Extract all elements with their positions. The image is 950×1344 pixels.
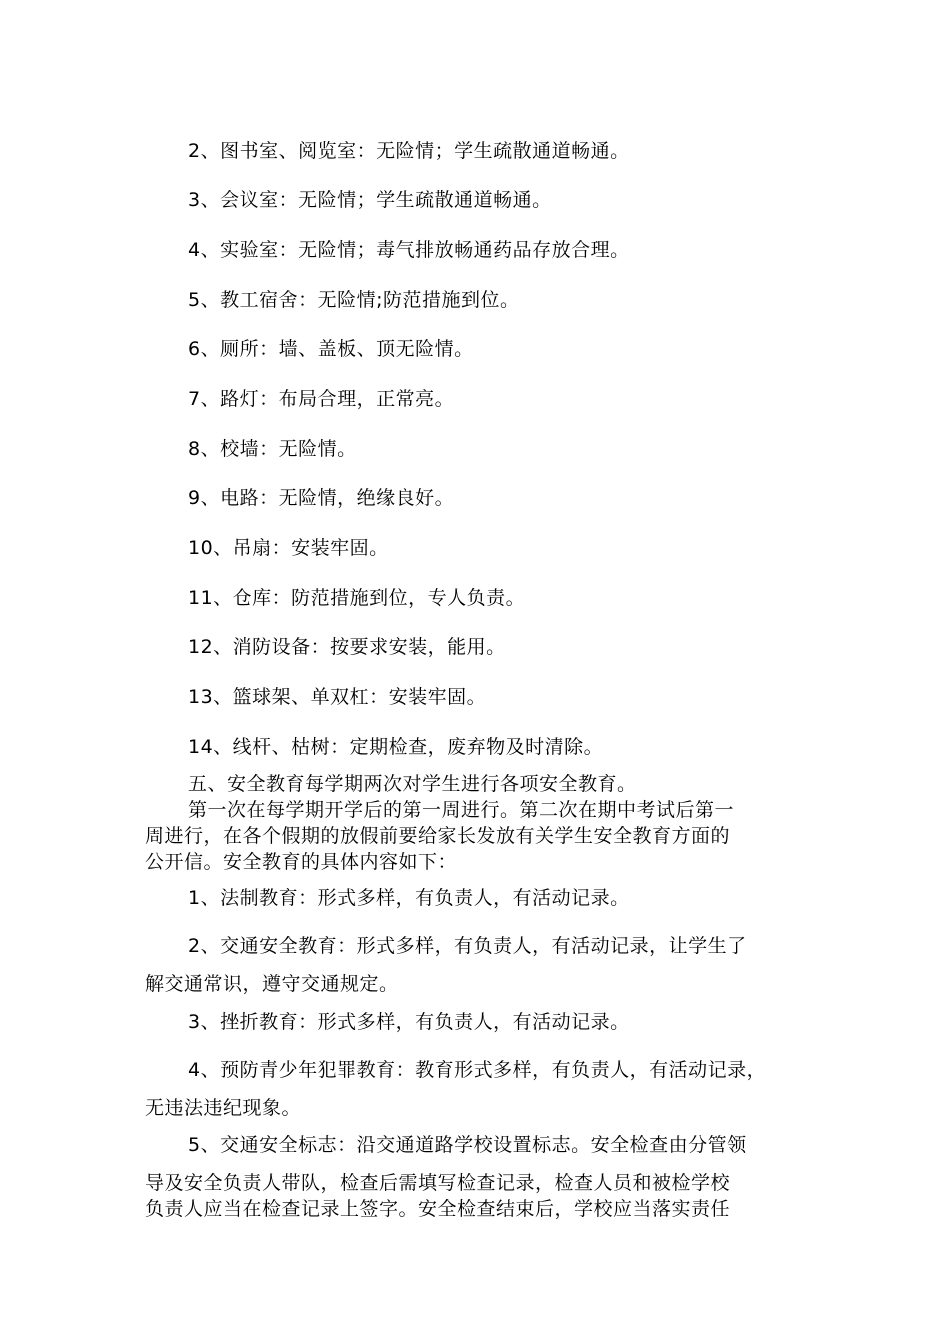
education-item-traffic-signs-line: 导及安全负责人带队，检查后需填写检查记录，检查人员和被检学校 (145, 1172, 731, 1194)
section5-heading: 五、安全教育每学期两次对学生进行各项安全教育。 (188, 773, 637, 795)
inspection-item-dormitory: 5、教工宿舍：无险情;防范措施到位。 (188, 289, 520, 311)
inspection-item-ceiling-fan: 10、吊扇：安装牢固。 (188, 537, 389, 559)
inspection-item-poles-trees: 14、线杆、枯树：定期检查，废弃物及时清除。 (188, 736, 604, 758)
inspection-item-basketball-hoop: 13、篮球架、单双杠：安装牢固。 (188, 686, 487, 708)
section5-paragraph-line: 第一次在每学期开学后的第一周进行。第二次在期中考试后第一 (188, 799, 735, 821)
education-item-traffic-signs-line: 5、交通安全标志：沿交通道路学校设置标志。安全检查由分管领 (188, 1134, 747, 1156)
education-item-frustration: 3、挫折教育：形式多样，有负责人，有活动记录。 (188, 1011, 630, 1033)
inspection-item-library: 2、图书室、阅览室：无险情；学生疏散通道畅通。 (188, 140, 630, 162)
education-item-legal: 1、法制教育：形式多样，有负责人，有活动记录。 (188, 887, 630, 909)
section5-paragraph-line: 公开信。安全教育的具体内容如下： (145, 851, 458, 873)
education-item-crime-prevention-line: 无违法违纪现象。 (145, 1097, 302, 1119)
education-item-crime-prevention-line: 4、预防青少年犯罪教育：教育形式多样，有负责人，有活动记录， (188, 1059, 767, 1081)
inspection-item-meeting-room: 3、会议室：无险情；学生疏散通道畅通。 (188, 189, 552, 211)
inspection-item-fire-equipment: 12、消防设备：按要求安装，能用。 (188, 636, 506, 658)
inspection-item-circuit: 9、电路：无险情，绝缘良好。 (188, 487, 455, 509)
section5-paragraph-line: 周进行，在各个假期的放假前要给家长发放有关学生安全教育方面的 (145, 825, 731, 847)
inspection-item-warehouse: 11、仓库：防范措施到位，专人负责。 (188, 587, 526, 609)
inspection-item-streetlight: 7、路灯：布局合理，正常亮。 (188, 388, 455, 410)
education-item-traffic-line: 2、交通安全教育：形式多样，有负责人，有活动记录，让学生了 (188, 935, 747, 957)
inspection-item-toilet: 6、厕所：墙、盖板、顶无险情。 (188, 338, 474, 360)
inspection-item-school-wall: 8、校墙：无险情。 (188, 438, 357, 460)
inspection-item-lab: 4、实验室：无险情；毒气排放畅通药品存放合理。 (188, 239, 630, 261)
education-item-traffic-signs-line: 负责人应当在检查记录上签字。安全检查结束后，学校应当落实责任 (145, 1198, 731, 1220)
education-item-traffic-line: 解交通常识，遵守交通规定。 (145, 973, 399, 995)
